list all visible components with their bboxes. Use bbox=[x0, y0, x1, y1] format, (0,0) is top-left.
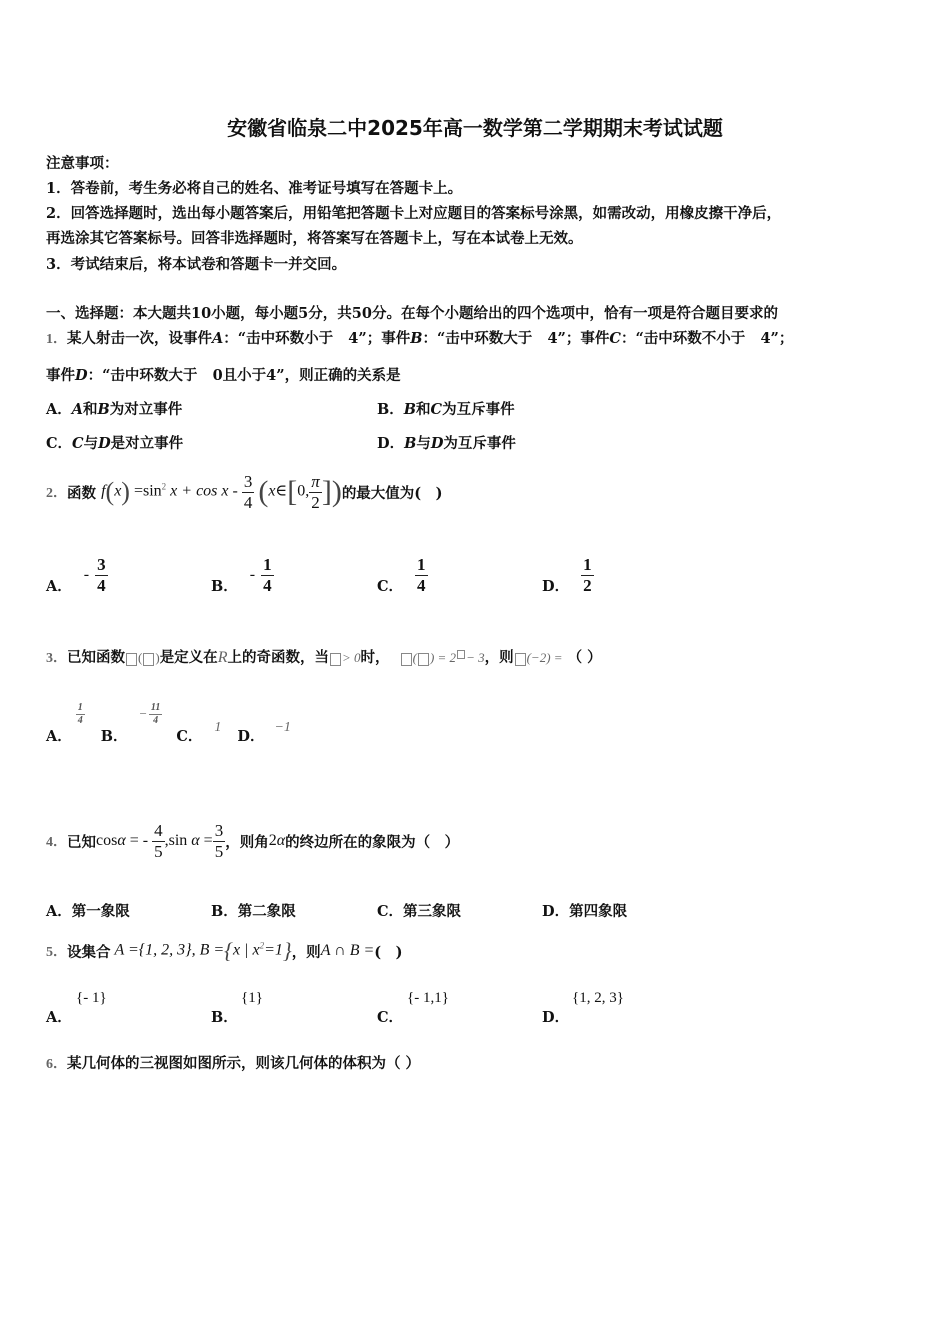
option-text: 和 bbox=[416, 401, 431, 418]
question-number: 3． bbox=[46, 651, 67, 666]
bracket: ] bbox=[321, 475, 332, 508]
q1-text: 4”； bbox=[760, 330, 794, 347]
denominator: 4 bbox=[77, 714, 83, 726]
math-text: x + cos x - bbox=[170, 482, 238, 500]
q2-text: 的最大值为( ) bbox=[341, 484, 443, 502]
function-definition bbox=[400, 650, 485, 665]
option-value: {1} bbox=[241, 990, 263, 1006]
notice-item-3: 3．考试结束后，将本试卷和答题卡一并交回。 bbox=[46, 256, 347, 273]
paren: ( bbox=[105, 477, 115, 506]
q3-options bbox=[46, 702, 291, 746]
q3-text: 上的奇函数，当 bbox=[227, 649, 329, 666]
option-c[interactable] bbox=[46, 432, 183, 453]
option-label: A． bbox=[46, 401, 72, 418]
q1-text: ：“击中环数大于 bbox=[422, 330, 533, 347]
option-value: {1, 2, 3} bbox=[572, 990, 624, 1006]
denominator: 4 bbox=[97, 575, 106, 595]
brace: { bbox=[224, 938, 233, 963]
question-3 bbox=[46, 646, 602, 667]
option-label: C． bbox=[377, 1009, 404, 1026]
math-text: x | x bbox=[232, 941, 260, 959]
q1-text: ：“击中环数不小于 bbox=[620, 330, 746, 347]
option-c-value: 1 bbox=[214, 720, 222, 735]
question-6 bbox=[46, 1052, 420, 1073]
option-value: {- 1,1} bbox=[407, 990, 449, 1006]
numerator: 1 bbox=[583, 554, 592, 574]
option-b-label[interactable]: B． bbox=[100, 728, 128, 745]
fraction bbox=[581, 555, 594, 595]
option-label: C． bbox=[46, 435, 73, 452]
q4-text: 已知 bbox=[67, 833, 96, 851]
q3-text: 时， bbox=[360, 649, 390, 666]
missing-glyph-icon bbox=[126, 653, 137, 666]
missing-glyph-icon bbox=[457, 650, 465, 659]
q1-text: ：“击中环数大于 bbox=[87, 367, 198, 384]
option-b[interactable] bbox=[211, 550, 274, 600]
fraction bbox=[309, 472, 322, 512]
section-heading: 一、选择题：本大题共10小题，每小题5分，共50分。在每个小题给出的四个选项中，恰有一项是符合题目要求的 bbox=[46, 305, 778, 322]
math-text: ( bbox=[412, 650, 417, 665]
option-text: 为互斥事件 bbox=[443, 435, 516, 452]
event-c: C bbox=[72, 435, 84, 452]
question-number: 1． bbox=[46, 332, 67, 347]
fraction bbox=[213, 821, 226, 861]
page-title: 安徽省临泉二中2025年高一数学第二学期期末考试试题 bbox=[227, 116, 723, 140]
event-d: D bbox=[98, 435, 111, 452]
option-label: B． bbox=[211, 577, 238, 595]
math-alpha: α bbox=[191, 832, 200, 849]
condition bbox=[329, 650, 361, 665]
math-text: cos bbox=[96, 832, 118, 849]
option-text: 为互斥事件 bbox=[442, 401, 515, 418]
event-b: B bbox=[410, 330, 423, 347]
denominator: 4 bbox=[243, 492, 253, 512]
option-label: A． bbox=[46, 577, 72, 595]
option-c-label[interactable]: C． bbox=[176, 728, 203, 745]
question-number: 4． bbox=[46, 835, 67, 850]
question-number: 6． bbox=[46, 1057, 67, 1072]
fraction bbox=[261, 555, 274, 595]
math-exponent: 2 bbox=[161, 481, 167, 492]
denominator: 5 bbox=[214, 841, 224, 861]
option-text: 为对立事件 bbox=[109, 401, 183, 418]
option-c[interactable] bbox=[377, 550, 428, 600]
denominator: 2 bbox=[311, 492, 320, 512]
q1-text: 4”；事件 bbox=[547, 330, 610, 347]
numerator: 3 bbox=[243, 471, 253, 491]
q1-text: 4”；事件 bbox=[348, 330, 411, 347]
math-text: ,sin bbox=[164, 832, 188, 849]
function-expression bbox=[101, 472, 342, 512]
fraction bbox=[152, 821, 165, 861]
math-text: > 0 bbox=[341, 650, 361, 665]
option-d[interactable]: D．第四象限 bbox=[542, 903, 628, 920]
fraction bbox=[76, 702, 85, 726]
event-b: B bbox=[404, 435, 417, 452]
numerator: 1 bbox=[77, 702, 83, 713]
option-value: {- 1} bbox=[76, 990, 107, 1006]
math-x: x bbox=[114, 482, 122, 500]
numerator: 11 bbox=[150, 702, 161, 713]
event-a: A bbox=[71, 401, 84, 418]
q5-text: ( ) bbox=[374, 943, 403, 961]
paren: ) bbox=[121, 477, 130, 506]
math-f: f bbox=[101, 482, 106, 500]
paren: ( bbox=[258, 475, 269, 508]
event-b: B bbox=[97, 401, 110, 418]
option-a[interactable] bbox=[46, 550, 108, 600]
missing-glyph-icon bbox=[143, 653, 154, 666]
function-query bbox=[514, 650, 563, 665]
math-text: (−2) = bbox=[526, 650, 563, 665]
trig-condition bbox=[96, 821, 225, 861]
q1-text: ：“击中环数小于 bbox=[223, 330, 334, 347]
math-text: ) = 2 bbox=[429, 650, 457, 665]
option-d-label[interactable]: D． bbox=[237, 728, 265, 745]
math-r: R bbox=[217, 649, 228, 666]
q1-text: 某人射击一次，设事件 bbox=[67, 330, 212, 347]
option-label: D． bbox=[542, 1009, 570, 1026]
question-number: 5． bbox=[46, 945, 67, 960]
denominator: 2 bbox=[583, 575, 592, 595]
option-label: C． bbox=[377, 577, 404, 595]
event-c: C bbox=[430, 401, 443, 418]
function-f-of-x bbox=[125, 650, 160, 665]
option-text: 是对立事件 bbox=[110, 435, 184, 452]
option-c[interactable]: C．第三象限 bbox=[377, 903, 462, 920]
option-text: 与 bbox=[416, 435, 431, 452]
question-2 bbox=[46, 466, 443, 518]
question-5 bbox=[46, 934, 403, 968]
question-1-line2 bbox=[46, 364, 401, 385]
denominator: 4 bbox=[263, 575, 272, 595]
math-text: =sin bbox=[133, 482, 162, 500]
option-b[interactable] bbox=[377, 398, 515, 419]
event-d: D bbox=[430, 435, 444, 452]
numerator: 4 bbox=[154, 820, 163, 840]
missing-glyph-icon bbox=[401, 653, 412, 666]
option-d-value: −1 bbox=[274, 720, 291, 735]
event-a: A bbox=[212, 330, 224, 347]
math-text: 0, bbox=[297, 482, 310, 500]
option-text: 和 bbox=[83, 401, 98, 418]
option-label: A． bbox=[46, 1009, 72, 1026]
notice-item-2-cont: 再选涂其它答案标号。回答非选择题时，将答案写在答题卡上，写在本试卷上无效。 bbox=[46, 230, 583, 247]
math-alpha: α bbox=[276, 832, 286, 849]
option-label: B． bbox=[377, 401, 404, 418]
denominator: 4 bbox=[417, 575, 426, 595]
q3-text: 是定义在 bbox=[159, 649, 218, 666]
option-b[interactable]: B．第二象限 bbox=[211, 903, 296, 920]
set-definition bbox=[115, 938, 292, 964]
q3-text: 已知函数 bbox=[67, 649, 125, 666]
option-a[interactable] bbox=[46, 398, 182, 419]
q1-text: 0且小于4”，则正确的关系是 bbox=[212, 367, 401, 384]
two-alpha bbox=[269, 832, 285, 850]
math-text: ) bbox=[155, 650, 160, 665]
question-4 bbox=[46, 816, 459, 866]
numerator: 1 bbox=[417, 554, 426, 574]
brace: } bbox=[282, 938, 292, 963]
numerator: π bbox=[311, 471, 320, 491]
q4-text: 的终边所在的象限为（ ） bbox=[285, 833, 460, 851]
q6-text: 某几何体的三视图如图所示，则该几何体的体积为（ ） bbox=[67, 1055, 421, 1072]
math-text: = bbox=[203, 832, 213, 849]
q3-text: ，则 bbox=[484, 649, 514, 666]
notice-heading: 注意事项： bbox=[46, 155, 119, 172]
event-b: B bbox=[403, 401, 417, 418]
math-text: ( bbox=[138, 650, 143, 665]
numerator: 1 bbox=[263, 554, 272, 574]
fraction bbox=[149, 702, 162, 726]
q2-text: 函数 bbox=[67, 484, 96, 502]
fraction bbox=[242, 472, 255, 512]
option-a[interactable]: A．第一象限 bbox=[46, 903, 130, 920]
fraction bbox=[415, 555, 428, 595]
q3-text: （ ） bbox=[567, 649, 602, 666]
math-text: = - bbox=[129, 832, 149, 849]
option-label: B． bbox=[211, 1009, 238, 1026]
q4-text: ，则角 bbox=[225, 833, 269, 851]
question-number: 2． bbox=[46, 486, 67, 501]
minus-sign: − bbox=[139, 706, 147, 721]
math-text: =1 bbox=[264, 941, 283, 959]
option-d[interactable] bbox=[377, 432, 516, 453]
math-text: A ={1, 2, 3}, B = bbox=[114, 941, 225, 959]
math-text: 2 bbox=[268, 832, 277, 849]
option-text: 与 bbox=[83, 435, 99, 452]
fraction bbox=[95, 555, 108, 595]
missing-glyph-icon bbox=[515, 653, 526, 666]
math-text: x∈ bbox=[268, 482, 288, 500]
option-a-label[interactable]: A． bbox=[46, 728, 72, 745]
notice-item-1: 1．答卷前，考生务必将自己的姓名、准考证号填写在答题卡上。 bbox=[46, 180, 463, 197]
q5-text: ，则 bbox=[291, 943, 321, 961]
minus-sign: - bbox=[249, 566, 256, 583]
denominator: 5 bbox=[154, 841, 163, 861]
math-text: A ∩ B = bbox=[320, 942, 375, 959]
denominator: 4 bbox=[153, 714, 159, 726]
math-alpha: α bbox=[117, 832, 126, 849]
option-d[interactable] bbox=[542, 550, 594, 600]
event-d: D bbox=[75, 367, 88, 384]
event-c: C bbox=[609, 330, 621, 347]
q1-text: 事件 bbox=[46, 367, 75, 384]
numerator: 3 bbox=[97, 554, 106, 574]
missing-glyph-icon bbox=[330, 653, 341, 666]
notice-item-2: 2．回答选择题时，选出每小题答案后，用铅笔把答题卡上对应题目的答案标号涂黑，如需改动，用橡皮擦干净后， bbox=[46, 205, 782, 222]
numerator: 3 bbox=[214, 820, 224, 840]
minus-sign: - bbox=[83, 566, 90, 583]
q5-text: 设集合 bbox=[67, 943, 111, 961]
question-1-line1 bbox=[46, 327, 793, 348]
math-exponent: 2 bbox=[259, 940, 265, 951]
option-label: D． bbox=[377, 435, 405, 452]
math-text: − 3 bbox=[466, 650, 485, 665]
option-label: D． bbox=[542, 577, 570, 595]
missing-glyph-icon bbox=[418, 653, 429, 666]
bracket: [ bbox=[287, 475, 298, 508]
paren: ) bbox=[331, 475, 342, 508]
